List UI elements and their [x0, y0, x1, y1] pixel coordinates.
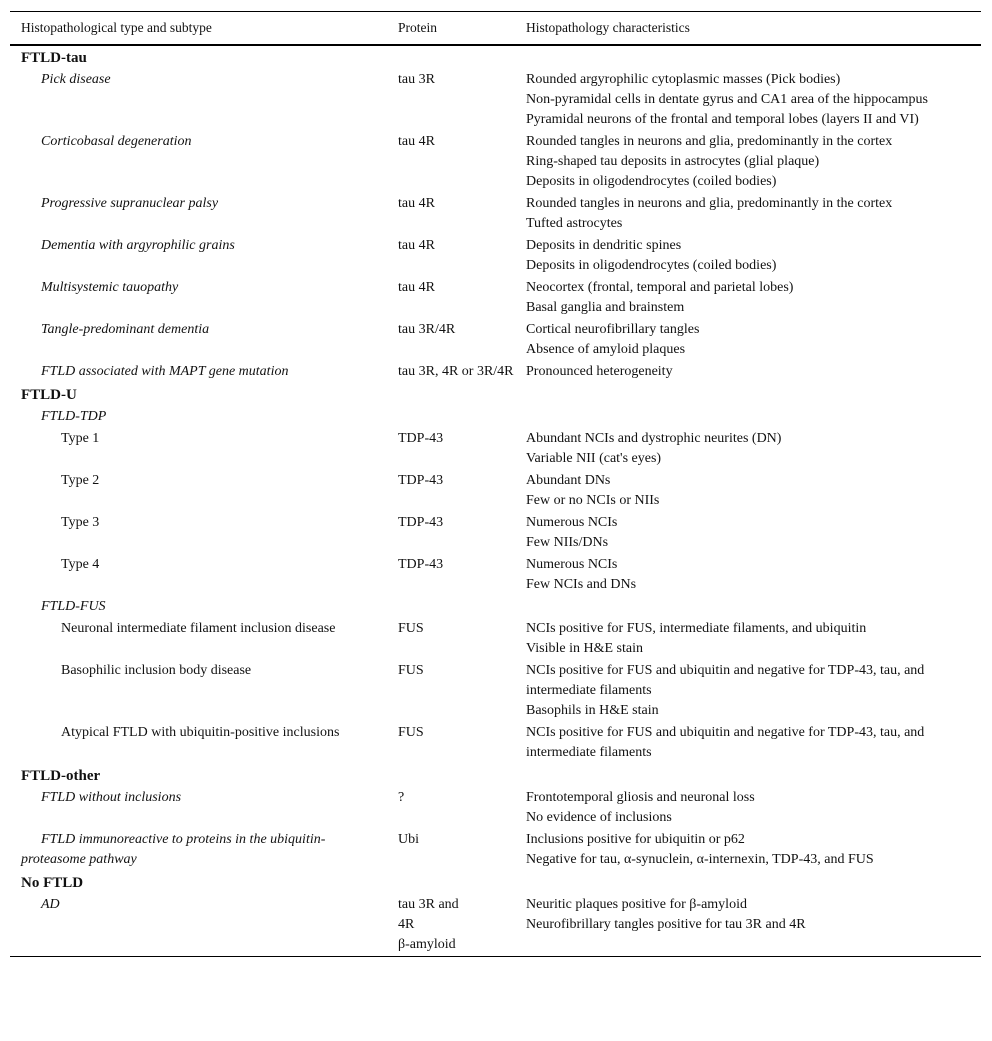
protein-cell: tau 4R [398, 134, 435, 149]
ftld-classification-table [10, 11, 981, 957]
characteristic-line: Pyramidal neurons of the frontal and temporal lobes (layers II and VI) [526, 112, 919, 127]
table-row [10, 722, 981, 764]
protein-cell: tau 3R/4R [398, 322, 456, 337]
characteristic-line: Neuritic plaques positive for β-amyloid [526, 897, 747, 912]
characteristics-cell [515, 319, 981, 361]
characteristic-line: Numerous NCIs [526, 557, 618, 572]
protein-cell: ? [398, 790, 405, 805]
subtype-name: Type 2 [61, 473, 100, 488]
subgroup-row-ftld-tdp [10, 406, 981, 428]
group-title: FTLD-tau [21, 50, 87, 66]
table-row [10, 470, 981, 512]
subtype-name: Neuronal intermediate filament inclusion disease [61, 621, 336, 636]
characteristics-cell [515, 193, 981, 235]
subtype-name: Atypical FTLD with ubiquitin-positive inclusions [61, 725, 340, 740]
characteristic-line: Negative for tau, α-synuclein, α-internexin, TDP-43, and FUS [526, 852, 874, 867]
subtype-name: Multisystemic tauopathy [41, 280, 179, 295]
table-row [10, 361, 981, 383]
protein-cell: TDP-43 [398, 557, 444, 572]
characteristics-cell [515, 894, 981, 957]
protein-cell: tau 3R [398, 72, 435, 87]
table-row [10, 319, 981, 361]
characteristic-line: Basal ganglia and brainstem [526, 300, 685, 315]
characteristic-line: NCIs positive for FUS and ubiquitin and negative for TDP-43, tau, and intermediate filaments [526, 663, 925, 698]
characteristics-cell [515, 428, 981, 470]
subtype-name: FTLD associated with MAPT gene mutation [41, 364, 289, 379]
protein-cell [387, 894, 515, 957]
protein-cell: Ubi [398, 832, 419, 847]
table-row [10, 428, 981, 470]
subtype-name: Tangle-predominant dementia [41, 322, 210, 337]
protein-cell: FUS [398, 663, 424, 678]
characteristic-line: Visible in H&E stain [526, 641, 643, 656]
group-row-ftld-tau [10, 45, 981, 69]
protein-cell: FUS [398, 725, 424, 740]
protein-cell: tau 4R [398, 280, 435, 295]
characteristic-line: Numerous NCIs [526, 515, 618, 530]
characteristics-cell [515, 512, 981, 554]
subtype-name: Progressive supranuclear palsy [41, 196, 219, 211]
table-row [10, 829, 981, 871]
characteristic-line: Variable NII (cat's eyes) [526, 451, 662, 466]
characteristic-line: Tufted astrocytes [526, 216, 623, 231]
characteristic-line: Abundant NCIs and dystrophic neurites (DN) [526, 431, 782, 446]
protein-cell: TDP-43 [398, 473, 444, 488]
characteristic-line: Basophils in H&E stain [526, 703, 659, 718]
protein-cell: tau 3R, 4R or 3R/4R [398, 364, 514, 379]
table-row [10, 235, 981, 277]
group-row-ftld-other [10, 764, 981, 787]
characteristics-cell [515, 660, 981, 722]
characteristic-line: Few NIIs/DNs [526, 535, 609, 550]
subtype-name: Basophilic inclusion body disease [61, 663, 252, 678]
characteristic-line: Deposits in dendritic spines [526, 238, 682, 253]
characteristics-cell [515, 829, 981, 871]
protein-cell: FUS [398, 621, 424, 636]
characteristic-line: Rounded tangles in neurons and glia, predominantly in the cortex [526, 196, 893, 211]
subtype-name: Type 3 [61, 515, 100, 530]
group-row-no-ftld [10, 871, 981, 894]
characteristics-cell [515, 277, 981, 319]
characteristics-cell [515, 69, 981, 131]
characteristic-line: Pronounced heterogeneity [526, 364, 673, 379]
header-protein: Protein [387, 12, 515, 46]
characteristic-line: Deposits in oligodendrocytes (coiled bodies) [526, 258, 777, 273]
subtype-name: Corticobasal degeneration [41, 134, 192, 149]
characteristics-cell [515, 554, 981, 596]
characteristic-line: Absence of amyloid plaques [526, 342, 686, 357]
subgroup-row-ftld-fus [10, 596, 981, 618]
characteristic-line: NCIs positive for FUS, intermediate filaments, and ubiquitin [526, 621, 867, 636]
group-title: No FTLD [21, 875, 84, 891]
protein-cell: tau 4R [398, 238, 435, 253]
characteristics-cell [515, 722, 981, 764]
characteristics-cell [515, 131, 981, 193]
group-title: FTLD-U [21, 387, 77, 403]
table-row [10, 554, 981, 596]
subtype-name: Pick disease [41, 72, 111, 87]
table-row [10, 894, 981, 957]
protein-cell: TDP-43 [398, 431, 444, 446]
characteristic-line: Cortical neurofibrillary tangles [526, 322, 700, 337]
characteristic-line: No evidence of inclusions [526, 810, 672, 825]
header-type: Histopathological type and subtype [10, 12, 387, 46]
characteristic-line: Few or no NCIs or NIIs [526, 493, 660, 508]
characteristics-cell [515, 361, 981, 383]
header-characteristics: Histopathology characteristics [515, 12, 981, 46]
subtype-name: AD [41, 897, 60, 912]
table-row [10, 618, 981, 660]
characteristic-line: Abundant DNs [526, 473, 611, 488]
table-row [10, 277, 981, 319]
subtype-name: Type 4 [61, 557, 100, 572]
table-row [10, 512, 981, 554]
subtype-name: Type 1 [61, 431, 100, 446]
subtype-name: FTLD without inclusions [41, 790, 182, 805]
group-row-ftld-u [10, 383, 981, 406]
characteristics-cell [515, 235, 981, 277]
characteristics-cell [515, 618, 981, 660]
characteristic-line: Ring-shaped tau deposits in astrocytes (glial plaque) [526, 154, 820, 169]
characteristic-line: Neocortex (frontal, temporal and parietal lobes) [526, 280, 794, 295]
characteristic-line: Inclusions positive for ubiquitin or p62 [526, 832, 745, 847]
characteristics-cell [515, 470, 981, 512]
characteristic-line: Frontotemporal gliosis and neuronal loss [526, 790, 755, 805]
characteristics-cell [515, 787, 981, 829]
header-row [10, 12, 981, 46]
characteristic-line: Rounded tangles in neurons and glia, predominantly in the cortex [526, 134, 893, 149]
protein-cell: TDP-43 [398, 515, 444, 530]
table-row [10, 69, 981, 131]
characteristic-line: Rounded argyrophilic cytoplasmic masses (Pick bodies) [526, 72, 841, 87]
characteristic-line: NCIs positive for FUS and ubiquitin and negative for TDP-43, tau, and intermediate filaments [526, 725, 925, 760]
table-row [10, 660, 981, 722]
protein-line: β-amyloid [398, 937, 456, 952]
protein-cell: tau 4R [398, 196, 435, 211]
subgroup-title: FTLD-TDP [41, 409, 107, 424]
table-row [10, 787, 981, 829]
characteristic-line: Non-pyramidal cells in dentate gyrus and CA1 area of the hippocampus [526, 92, 928, 107]
table-row [10, 131, 981, 193]
protein-line: tau 3R and 4R [398, 897, 459, 932]
subtype-name: Dementia with argyrophilic grains [41, 238, 235, 253]
table-row [10, 193, 981, 235]
subtype-name: FTLD immunoreactive to proteins in the ubiquitin-proteasome pathway [21, 832, 326, 867]
characteristic-line: Few NCIs and DNs [526, 577, 637, 592]
subgroup-title: FTLD-FUS [41, 599, 106, 614]
group-title: FTLD-other [21, 768, 101, 784]
characteristic-line: Neurofibrillary tangles positive for tau 3R and 4R [526, 917, 806, 932]
characteristic-line: Deposits in oligodendrocytes (coiled bodies) [526, 174, 777, 189]
